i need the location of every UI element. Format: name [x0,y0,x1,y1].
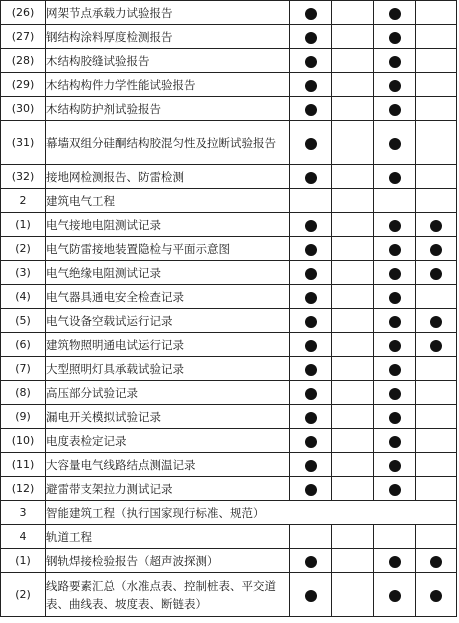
row-title: 接地网检测报告、防雷检测 [46,165,290,189]
mark-cell-4 [416,25,457,49]
filled-circle-icon [430,340,442,352]
row-number: (2) [1,237,46,261]
mark-cell-1 [290,525,332,549]
row-title: 木结构构件力学性能试验报告 [46,73,290,97]
table-row [1,49,457,73]
mark-cell-1 [290,309,332,333]
filled-circle-icon [305,388,317,400]
filled-circle-icon [389,590,401,602]
mark-cell-4 [416,121,457,165]
table-row [1,97,457,121]
row-number: (11) [1,453,46,477]
filled-circle-icon [389,388,401,400]
filled-circle-icon [305,460,317,472]
row-title: 电气器具通电安全检查记录 [46,285,290,309]
filled-circle-icon [389,104,401,116]
row-number: (30) [1,97,46,121]
filled-circle-icon [430,244,442,256]
mark-cell-2 [332,309,374,333]
filled-circle-icon [389,436,401,448]
mark-cell-1 [290,189,332,213]
filled-circle-icon [305,244,317,256]
table-row [1,549,457,573]
row-title: 大型照明灯具承载试验记录 [46,357,290,381]
filled-circle-icon [305,220,317,232]
mark-cell-2 [332,165,374,189]
filled-circle-icon [305,172,317,184]
mark-cell-3 [374,25,416,49]
mark-cell-2 [332,97,374,121]
mark-cell-1 [290,237,332,261]
mark-cell-3 [374,237,416,261]
table-row [1,261,457,285]
row-title: 钢轨焊接检验报告（超声波探测） [46,549,290,573]
filled-circle-icon [305,268,317,280]
row-title: 线路要素汇总（水准点表、控制桩表、平交道表、曲线表、坡度表、断链表） [46,573,290,617]
mark-cell-3 [374,357,416,381]
mark-cell-4 [416,309,457,333]
mark-cell-1 [290,477,332,501]
mark-cell-1 [290,25,332,49]
mark-cell-1 [290,549,332,573]
row-title: 建筑物照明通电试运行记录 [46,333,290,357]
row-number: 4 [1,525,46,549]
mark-cell-4 [416,549,457,573]
mark-cell-2 [332,285,374,309]
row-title: 智能建筑工程（执行国家现行标准、规范） [46,501,457,525]
row-title: 木结构胶缝试验报告 [46,49,290,73]
row-title: 木结构防护剂试验报告 [46,97,290,121]
row-title: 电气接地电阻测试记录 [46,213,290,237]
table-row [1,213,457,237]
filled-circle-icon [305,292,317,304]
table-row [1,121,457,165]
filled-circle-icon [389,268,401,280]
filled-circle-icon [389,316,401,328]
row-title: 幕墙双组分硅酮结构胶混匀性及拉断试验报告 [46,121,290,165]
filled-circle-icon [305,436,317,448]
row-number: (32) [1,165,46,189]
mark-cell-3 [374,405,416,429]
mark-cell-2 [332,189,374,213]
mark-cell-4 [416,213,457,237]
filled-circle-icon [305,138,317,150]
mark-cell-1 [290,49,332,73]
mark-cell-3 [374,309,416,333]
mark-cell-4 [416,333,457,357]
table-row [1,453,457,477]
mark-cell-1 [290,213,332,237]
mark-cell-3 [374,573,416,617]
filled-circle-icon [305,590,317,602]
filled-circle-icon [305,340,317,352]
table-row [1,405,457,429]
filled-circle-icon [305,316,317,328]
mark-cell-2 [332,25,374,49]
mark-cell-4 [416,165,457,189]
table-row [1,189,457,213]
mark-cell-2 [332,453,374,477]
mark-cell-4 [416,73,457,97]
filled-circle-icon [430,268,442,280]
row-title: 电气设备空载试运行记录 [46,309,290,333]
table-row [1,381,457,405]
row-number: 3 [1,501,46,525]
mark-cell-3 [374,429,416,453]
mark-cell-1 [290,333,332,357]
table-row [1,165,457,189]
filled-circle-icon [389,292,401,304]
mark-cell-4 [416,285,457,309]
table-row [1,429,457,453]
row-number: (9) [1,405,46,429]
row-number: (12) [1,477,46,501]
mark-cell-3 [374,49,416,73]
row-number: (10) [1,429,46,453]
filled-circle-icon [389,340,401,352]
row-number: (5) [1,309,46,333]
mark-cell-2 [332,261,374,285]
mark-cell-2 [332,381,374,405]
filled-circle-icon [389,32,401,44]
table-row [1,357,457,381]
table-row [1,73,457,97]
row-number: (8) [1,381,46,405]
mark-cell-4 [416,49,457,73]
row-title: 电气防雷接地装置隐检与平面示意图 [46,237,290,261]
row-title: 网架节点承载力试验报告 [46,1,290,25]
mark-cell-1 [290,97,332,121]
mark-cell-2 [332,573,374,617]
row-title: 避雷带支架拉力测试记录 [46,477,290,501]
mark-cell-2 [332,429,374,453]
mark-cell-3 [374,381,416,405]
mark-cell-4 [416,381,457,405]
table-row [1,285,457,309]
filled-circle-icon [389,172,401,184]
mark-cell-3 [374,477,416,501]
row-title: 钢结构涂料厚度检测报告 [46,25,290,49]
mark-cell-1 [290,261,332,285]
mark-cell-2 [332,525,374,549]
row-number: (4) [1,285,46,309]
filled-circle-icon [389,244,401,256]
filled-circle-icon [389,460,401,472]
mark-cell-4 [416,429,457,453]
mark-cell-4 [416,573,457,617]
mark-cell-1 [290,573,332,617]
mark-cell-4 [416,525,457,549]
table-row [1,573,457,617]
row-title: 建筑电气工程 [46,189,290,213]
mark-cell-3 [374,189,416,213]
mark-cell-1 [290,285,332,309]
table-row [1,1,457,25]
mark-cell-4 [416,97,457,121]
mark-cell-1 [290,357,332,381]
mark-cell-3 [374,213,416,237]
filled-circle-icon [305,556,317,568]
mark-cell-4 [416,405,457,429]
row-title: 高压部分试验记录 [46,381,290,405]
table-row [1,25,457,49]
filled-circle-icon [389,364,401,376]
filled-circle-icon [305,484,317,496]
table-row [1,501,457,525]
filled-circle-icon [389,138,401,150]
mark-cell-2 [332,357,374,381]
mark-cell-2 [332,405,374,429]
row-title: 电气绝缘电阻测试记录 [46,261,290,285]
filled-circle-icon [389,220,401,232]
row-title: 轨道工程 [46,525,290,549]
row-number: 2 [1,189,46,213]
mark-cell-2 [332,237,374,261]
table-row [1,477,457,501]
mark-cell-2 [332,121,374,165]
table-row [1,237,457,261]
records-table-body [1,1,457,617]
mark-cell-2 [332,49,374,73]
mark-cell-2 [332,477,374,501]
mark-cell-4 [416,261,457,285]
mark-cell-2 [332,333,374,357]
filled-circle-icon [305,8,317,20]
mark-cell-4 [416,1,457,25]
table-row [1,525,457,549]
mark-cell-4 [416,237,457,261]
row-number: (1) [1,213,46,237]
mark-cell-2 [332,213,374,237]
filled-circle-icon [389,484,401,496]
row-title: 电度表检定记录 [46,429,290,453]
filled-circle-icon [305,104,317,116]
row-number: (6) [1,333,46,357]
filled-circle-icon [305,32,317,44]
mark-cell-1 [290,405,332,429]
row-number: (7) [1,357,46,381]
mark-cell-3 [374,549,416,573]
filled-circle-icon [430,220,442,232]
filled-circle-icon [305,364,317,376]
mark-cell-1 [290,381,332,405]
mark-cell-3 [374,121,416,165]
filled-circle-icon [389,412,401,424]
mark-cell-1 [290,453,332,477]
filled-circle-icon [305,412,317,424]
mark-cell-2 [332,549,374,573]
filled-circle-icon [430,556,442,568]
mark-cell-4 [416,189,457,213]
row-number: (1) [1,549,46,573]
filled-circle-icon [305,80,317,92]
mark-cell-1 [290,429,332,453]
filled-circle-icon [389,80,401,92]
row-number: (26) [1,1,46,25]
mark-cell-3 [374,261,416,285]
mark-cell-3 [374,73,416,97]
mark-cell-1 [290,1,332,25]
row-number: (27) [1,25,46,49]
mark-cell-1 [290,165,332,189]
mark-cell-3 [374,285,416,309]
mark-cell-3 [374,333,416,357]
mark-cell-1 [290,73,332,97]
mark-cell-3 [374,525,416,549]
table-row [1,333,457,357]
mark-cell-3 [374,165,416,189]
mark-cell-4 [416,453,457,477]
row-number: (31) [1,121,46,165]
mark-cell-4 [416,357,457,381]
filled-circle-icon [430,590,442,602]
filled-circle-icon [389,56,401,68]
filled-circle-icon [389,8,401,20]
table-row [1,309,457,333]
row-title: 漏电开关模拟试验记录 [46,405,290,429]
mark-cell-3 [374,97,416,121]
filled-circle-icon [305,56,317,68]
row-title: 大容量电气线路结点测温记录 [46,453,290,477]
row-number: (29) [1,73,46,97]
row-number: (28) [1,49,46,73]
mark-cell-4 [416,477,457,501]
mark-cell-2 [332,1,374,25]
mark-cell-1 [290,121,332,165]
row-number: (3) [1,261,46,285]
row-number: (2) [1,573,46,617]
mark-cell-3 [374,1,416,25]
mark-cell-3 [374,453,416,477]
filled-circle-icon [430,316,442,328]
mark-cell-2 [332,73,374,97]
filled-circle-icon [389,556,401,568]
